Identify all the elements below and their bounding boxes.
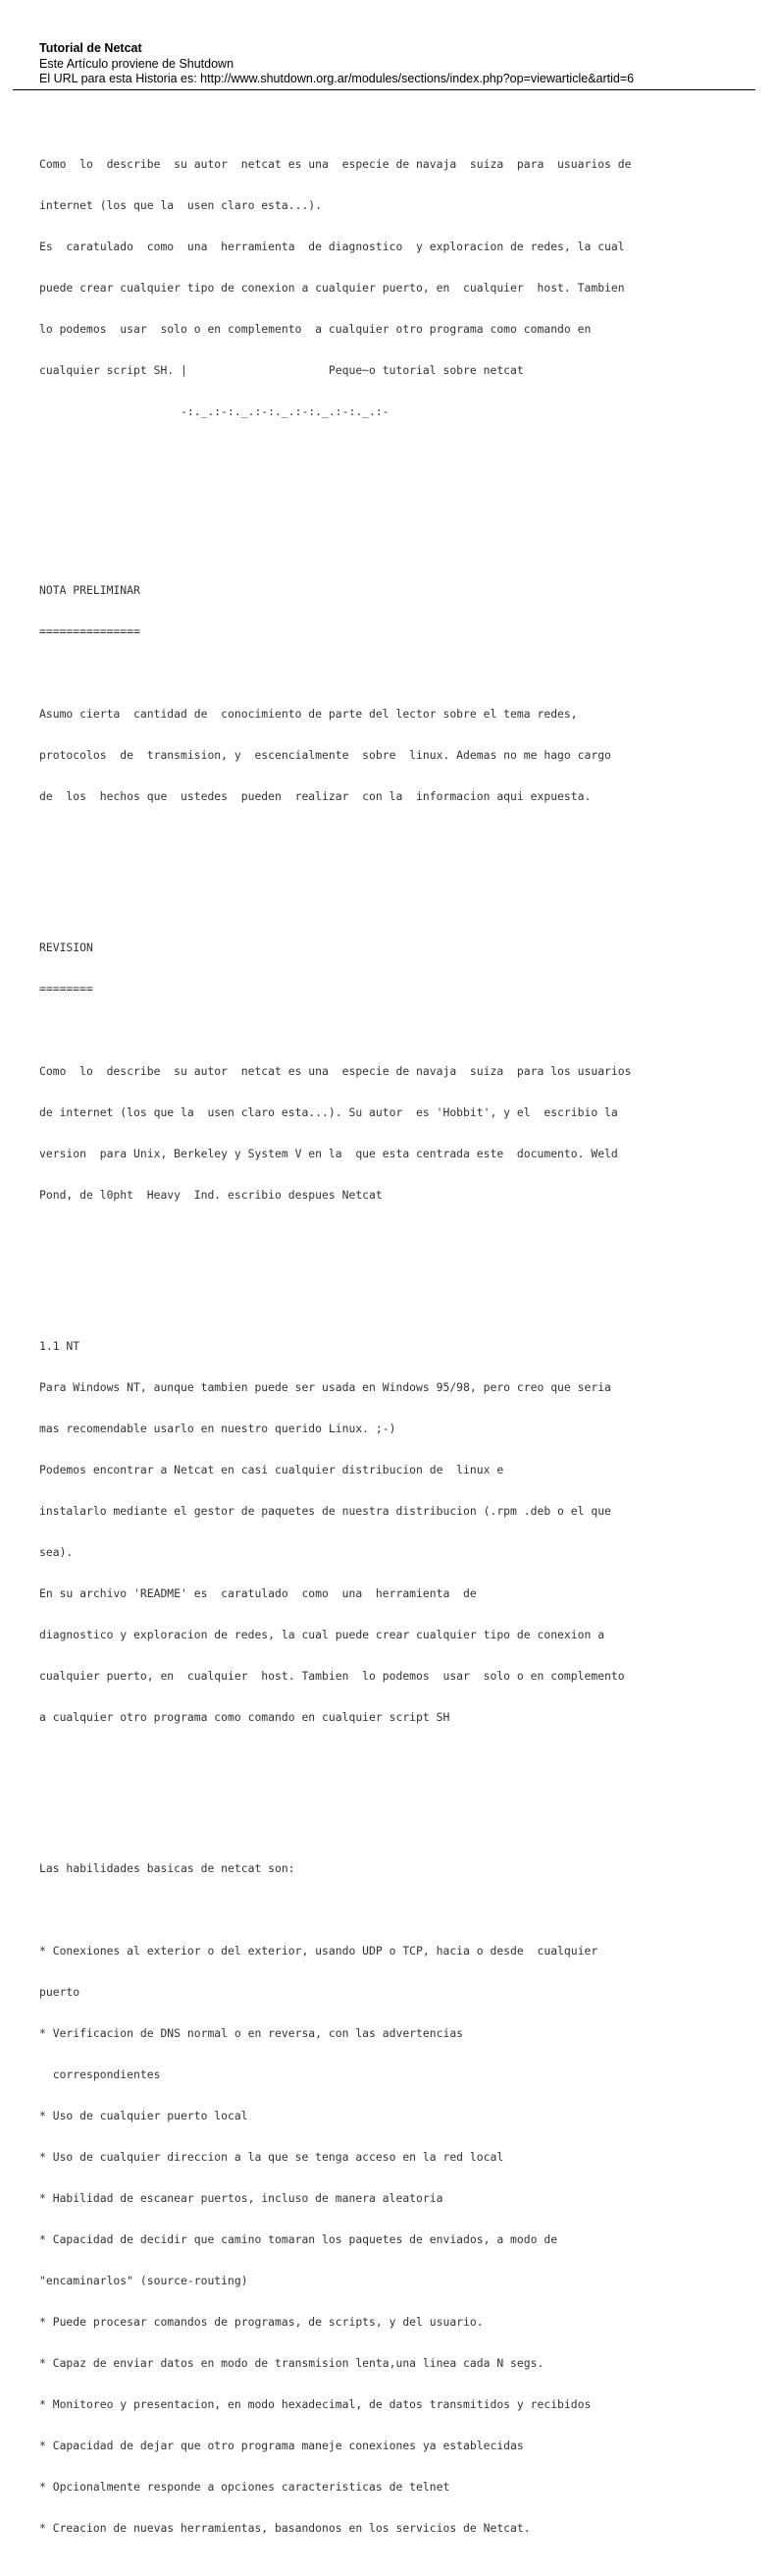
article-url: El URL para esta Historia es: http://www.shutdown.org.ar/modules/sections/index.php?op=viewarticle&artid=6 [39,72,635,85]
nota-section [39,556,765,831]
list-item: * Opcionalmente responde a opciones caracteristicas de telnet [39,2480,450,2494]
text-line: diagnostico y exploracion de redes, la cual puede crear cualquier tipo de conexion a [39,1628,605,1641]
list-item: * Capaz de enviar datos en modo de transmision lenta,una linea cada N segs. [39,2356,545,2370]
article-title: Tutorial de Netcat [39,41,142,55]
text-line: de los hechos que ustedes pueden realizar con la informacion aqui expuesta. [39,789,592,803]
text-line: cualquier puerto, en cualquier host. Tambien lo podemos usar solo o en complemento [39,1669,625,1683]
text-line: Asumo cierta cantidad de conocimiento de parte del lector sobre el tema redes, [39,707,578,721]
section-heading: 1.1 NT [39,1339,80,1353]
text-line: Pond, de l0pht Heavy Ind. escribio despues Netcat [39,1188,383,1202]
text-line: Para Windows NT, aunque tambien puede ser usada en Windows 95/98, pero creo que seria [39,1380,611,1394]
intro-section [39,130,765,446]
text-line: sea). [39,1545,74,1559]
article-source: Este Artículo proviene de Shutdown [39,56,234,71]
nt-section [39,1312,765,1751]
revision-section [39,913,765,1229]
text-line: puede crear cualquier tipo de conexion a cualquier puerto, en cualquier host. Tambien [39,281,625,295]
list-item: puerto [39,1985,80,1999]
list-item: * Conexiones al exterior o del exterior, usando UDP o TCP, hacia o desde cualquier [39,1944,598,1958]
list-item: * Creacion de nuevas herramientas, basandonos en los servicios de Netcat. [39,2521,531,2535]
section-heading: Las habilidades basicas de netcat son: [39,1861,295,1875]
text-line: Podemos encontrar a Netcat en casi cualquier distribucion de linux e [39,1463,504,1476]
article-body [39,102,765,2576]
text-line: instalarlo mediante el gestor de paquetes de nuestra distribucion (.rpm .deb o el que [39,1504,611,1518]
list-item: * Puede procesar comandos de programas, de scripts, y del usuario. [39,2315,484,2329]
text-line: Como lo describe su autor netcat es una especie de navaja suiza para los usuarios [39,1064,632,1078]
text-line: a cualquier otro programa como comando en cualquier script SH [39,1710,450,1724]
header-divider [13,89,755,90]
list-item: * Uso de cualquier puerto local [39,2109,248,2122]
section-heading: NOTA PRELIMINAR [39,583,140,597]
list-item: * Monitoreo y presentacion, en modo hexadecimal, de datos transmitidos y recibidos [39,2397,592,2411]
text-line: protocolos de transmision, y escencialmente sobre linux. Ademas no me hago cargo [39,748,611,762]
list-item: "encaminarlos" (source-routing) [39,2274,248,2287]
text-line: de internet (los que la usen claro esta...). Su autor es 'Hobbit', y el escribio la [39,1105,618,1119]
list-item: * Verificacion de DNS normal o en reversa, con las advertencias [39,2026,464,2040]
list-item: * Capacidad de dejar que otro programa maneje conexiones ya establecidas [39,2439,524,2452]
section-underline: =============== [39,624,140,638]
habilidades-section [39,1834,765,2562]
article-header [39,41,765,87]
text-line: version para Unix, Berkeley y System V en la que esta centrada este documento. Weld [39,1147,618,1160]
list-item: * Uso de cualquier direccion a la que se tenga acceso en la red local [39,2150,504,2164]
text-line: cualquier script SH. | Peque~o tutorial sobre netcat [39,363,524,377]
section-heading: REVISION [39,940,93,954]
text-line: mas recomendable usarlo en nuestro querido Linux. ;-) [39,1422,396,1435]
text-line: lo podemos usar solo o en complemento a cualquier otro programa como comando en [39,322,592,336]
text-line: En su archivo 'README' es caratulado como una herramienta de [39,1586,477,1600]
text-line: Es caratulado como una herramienta de diagnostico y exploracion de redes, la cual [39,240,625,253]
text-line: Como lo describe su autor netcat es una especie de navaja suiza para usuarios de [39,157,632,171]
list-item: * Habilidad de escanear puertos, incluso de manera aleatoria [39,2191,443,2205]
text-line: internet (los que la usen claro esta...). [39,198,323,212]
section-underline: ======== [39,982,93,995]
list-item: correspondientes [39,2067,161,2081]
list-item: * Capacidad de decidir que camino tomaran los paquetes de enviados, a modo de [39,2232,558,2246]
text-separator: -:._.:-:._.:-:._.:-:._.:-:._.:- [39,404,389,418]
